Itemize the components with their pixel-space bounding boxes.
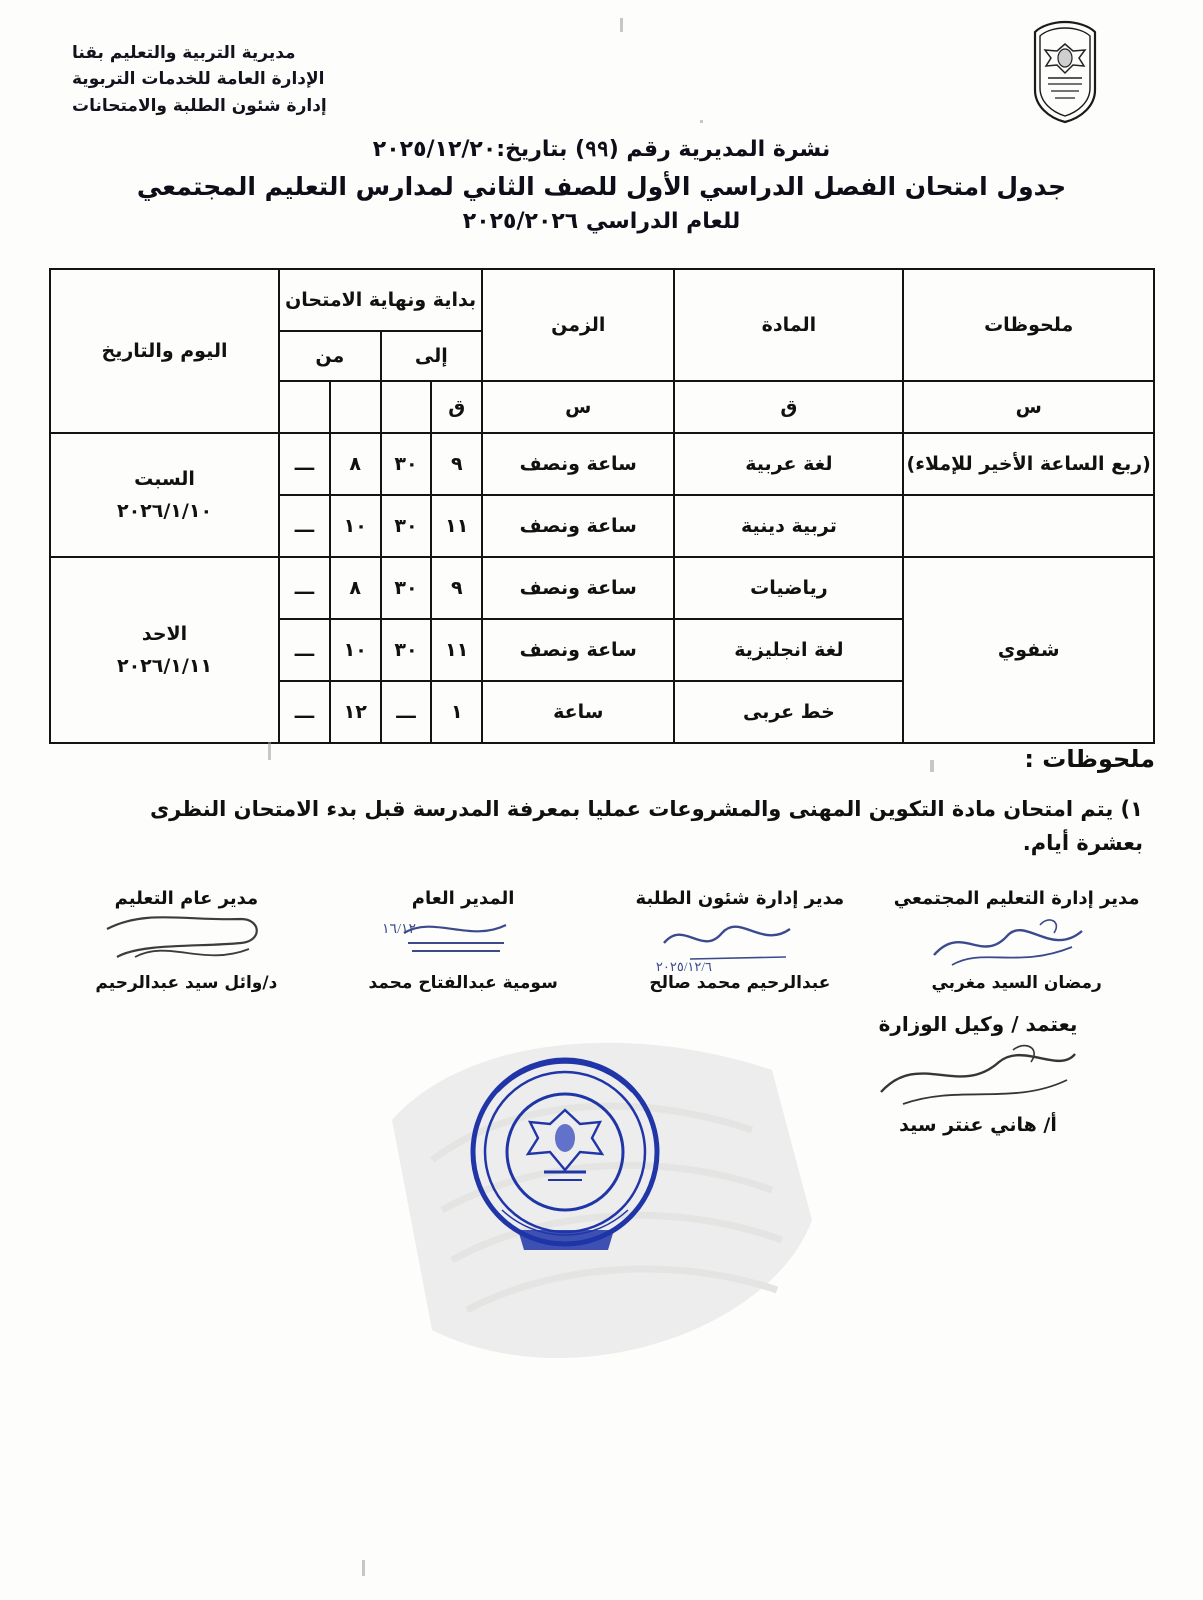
cell-duration: ساعة ونصف — [482, 495, 674, 557]
table-header-row-1 — [50, 269, 1154, 331]
cell-from-min: ـــ — [279, 495, 330, 557]
svg-text:٢٠٢٥/١٢/٦: ٢٠٢٥/١٢/٦ — [655, 959, 712, 973]
bulletin-date: ٢٠٢٥/١٢/٢٠ — [372, 137, 497, 162]
scan-speck — [930, 760, 934, 772]
cell-notes: (ربع الساعة الأخير للإملاء) — [903, 433, 1154, 495]
document-header — [0, 14, 1203, 134]
year-label: للعام الدراسي — [585, 209, 741, 234]
header-spacer-subject — [381, 381, 432, 433]
title-block — [0, 136, 1203, 234]
approval-signature-mark — [853, 1036, 1103, 1114]
cell-to-hour: ٩ — [431, 433, 482, 495]
approval-title: يعتمد / وكيل الوزارة — [878, 1012, 1078, 1036]
sign-title: مدير إدارة التعليم المجتمعي — [893, 888, 1140, 909]
cell-from-hour: ١٢ — [330, 681, 381, 743]
year-value: ٢٠٢٥/٢٠٢٦ — [462, 209, 579, 234]
notes-item-1: ١) يتم امتحان مادة التكوين المهنى والمشروعات عمليا بمعرفة المدرسة قبل بدء الامتحان النظرى بعشرة أيام. — [149, 797, 1143, 855]
bulletin-number: ٩٩ — [583, 136, 611, 161]
signature-block-community-education — [878, 888, 1155, 993]
ministry-heading — [72, 40, 327, 119]
sign-title: مدير عام التعليم — [114, 888, 259, 909]
day-date: ٢٠٢٦/١/١٠ — [116, 500, 213, 522]
cell-subject: لغة انجليزية — [674, 619, 903, 681]
sign-name: عبدالرحيم محمد صالح — [649, 973, 831, 993]
header-duration: الزمن — [482, 269, 674, 381]
day-date: ٢٠٢٦/١/١١ — [116, 655, 213, 677]
scan-speck — [362, 1560, 365, 1576]
sign-name: سومية عبدالفتاح محمد — [368, 973, 558, 993]
cell-to-hour: ١١ — [431, 495, 482, 557]
cell-subject: تربية دينية — [674, 495, 903, 557]
cell-from-hour: ١٠ — [330, 495, 381, 557]
sign-name: رمضان السيد مغربي — [931, 973, 1102, 993]
cell-to-min: ٣٠ — [381, 433, 432, 495]
egypt-eagle-crest-icon — [1015, 18, 1115, 126]
scan-speck — [700, 120, 703, 123]
cell-from-hour: ١٠ — [330, 619, 381, 681]
scan-speck — [620, 18, 623, 32]
scan-speck — [268, 742, 271, 760]
approval-name: أ/ هاني عنتر سيد — [899, 1114, 1057, 1136]
table-row — [50, 433, 1154, 495]
sign-title: المدير العام — [411, 888, 515, 909]
cell-to-min: ٣٠ — [381, 495, 432, 557]
cell-notes — [903, 495, 1154, 557]
signature-block-education-director — [48, 888, 325, 993]
cell-from-hour: ٨ — [330, 433, 381, 495]
cell-subject: لغة عربية — [674, 433, 903, 495]
header-subject: المادة — [674, 269, 903, 381]
table-row — [50, 557, 1154, 619]
signature-block-student-affairs — [602, 888, 879, 993]
sign-name: د/وائل سيد عبدالرحيم — [95, 973, 278, 993]
signature-mark — [325, 909, 602, 973]
cell-to-hour: ١ — [431, 681, 482, 743]
day-name: الاحد — [141, 622, 188, 645]
cell-to-min: ٣٠ — [381, 619, 432, 681]
cell-from-min: ـــ — [279, 433, 330, 495]
bulletin-line — [0, 136, 1203, 162]
header-unit-to-min: ق — [674, 381, 903, 433]
header-to: إلى — [381, 331, 483, 381]
header-exam-span: بداية ونهاية الامتحان — [279, 269, 482, 331]
header-unit-from-min: ق — [431, 381, 482, 433]
ministry-line-3: إدارة شئون الطلبة والامتحانات — [72, 95, 327, 116]
sign-title: مدير إدارة شئون الطلبة — [635, 888, 845, 909]
cell-duration: ساعة ونصف — [482, 557, 674, 619]
cell-to-hour: ١١ — [431, 619, 482, 681]
header-from: من — [279, 331, 381, 381]
svg-text:١٦/١٢: ١٦/١٢ — [382, 922, 417, 937]
day-name: السبت — [134, 467, 195, 490]
signature-mark — [48, 909, 325, 973]
academic-year-line — [0, 209, 1203, 234]
bulletin-prefix: نشرة المديرية رقم ( — [608, 137, 831, 162]
cell-duration: ساعة ونصف — [482, 433, 674, 495]
cell-duration: ساعة ونصف — [482, 619, 674, 681]
ministry-line-1: مديرية التربية والتعليم بقنا — [72, 43, 296, 63]
cell-day-date — [50, 433, 279, 557]
cell-to-hour: ٩ — [431, 557, 482, 619]
ministry-line-2: الإدارة العامة للخدمات التربوية — [72, 69, 325, 90]
header-unit-from-hour: س — [482, 381, 674, 433]
header-notes: ملحوظات — [903, 269, 1154, 381]
exam-schedule-table — [49, 268, 1155, 744]
page-title: جدول امتحان الفصل الدراسي الأول للصف الثاني لمدارس التعليم المجتمعي — [136, 172, 1067, 201]
cell-from-min: ـــ — [279, 681, 330, 743]
notes-heading: ملحوظات : — [1024, 745, 1155, 773]
header-day-date: اليوم والتاريخ — [50, 269, 279, 433]
approval-block — [853, 1012, 1103, 1136]
cell-group-notes: شفوي — [903, 557, 1154, 743]
signature-mark — [878, 909, 1155, 973]
signature-block-general-manager — [325, 888, 602, 993]
cell-from-min: ـــ — [279, 619, 330, 681]
cell-subject: خط عربى — [674, 681, 903, 743]
official-round-stamp-icon — [458, 1052, 673, 1267]
bulletin-mid: ) بتاريخ: — [496, 137, 586, 162]
cell-from-min: ـــ — [279, 557, 330, 619]
signature-row — [48, 888, 1155, 993]
header-unit-to-hour: س — [903, 381, 1154, 433]
cell-day-date — [50, 557, 279, 743]
signature-mark — [602, 909, 879, 973]
exam-schedule-table-wrapper — [49, 268, 1155, 744]
cell-from-hour: ٨ — [330, 557, 381, 619]
cell-subject: رياضيات — [674, 557, 903, 619]
cell-to-min: ـــ — [381, 681, 432, 743]
header-spacer-notes — [279, 381, 330, 433]
header-spacer-duration — [330, 381, 381, 433]
cell-duration: ساعة — [482, 681, 674, 743]
cell-to-min: ٣٠ — [381, 557, 432, 619]
